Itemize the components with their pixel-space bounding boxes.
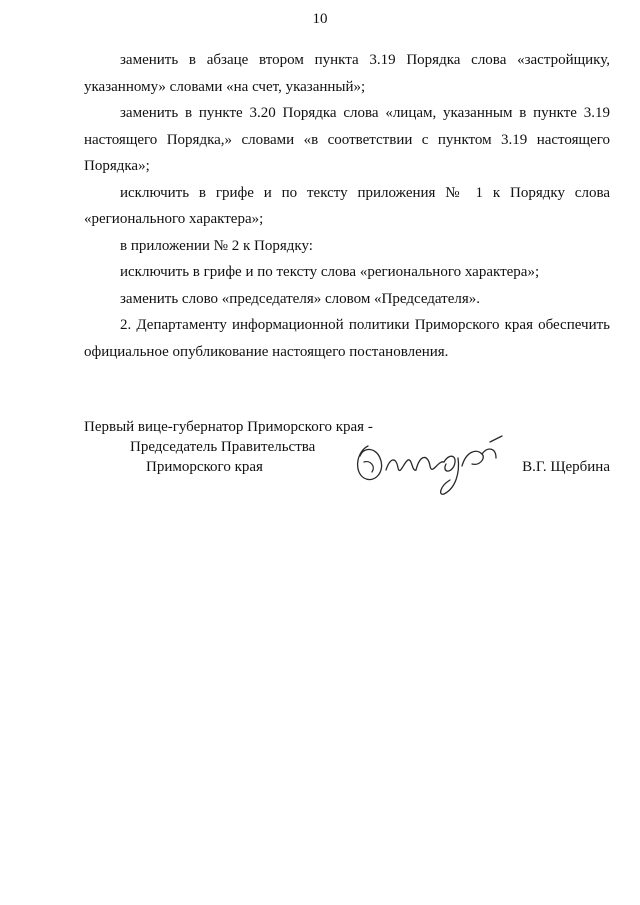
paragraph-6: заменить слово «председателя» словом «Председателя».	[120, 290, 481, 307]
handwritten-signature	[346, 432, 524, 498]
document-body	[84, 47, 610, 365]
page-number: 10	[312, 11, 328, 27]
paragraph-3: исключить в грифе и по тексту приложения № 1 к Порядку слова «регионального характера»;	[84, 184, 610, 227]
signer-position-line-1: Первый вице-губернатор Приморского края -	[84, 419, 373, 435]
signer-position-line-2: Председатель Правительства	[130, 439, 316, 455]
paragraph-1: заменить в абзаце втором пункта 3.19 Порядка слова «застройщику, указанному» словами «на счет, указанный»;	[84, 52, 610, 95]
signer-name: В.Г. Щербина	[522, 459, 610, 475]
paragraph-2: заменить в пункте 3.20 Порядка слова «лицам, указанным в пункте 3.19 настоящего Порядка,» словами «в соответствии с пунктом 3.19 настоящего Порядка»;	[84, 105, 610, 174]
paragraph-4: в приложении № 2 к Порядку:	[120, 237, 313, 254]
signer-position-line-3: Приморского края	[146, 459, 263, 475]
paragraph-7: 2. Департаменту информационной политики Приморского края обеспечить официальное опубликование настоящего постановления.	[84, 317, 610, 360]
paragraph-5: исключить в грифе и по тексту слова «регионального характера»;	[120, 264, 540, 280]
signature-block	[84, 418, 610, 498]
